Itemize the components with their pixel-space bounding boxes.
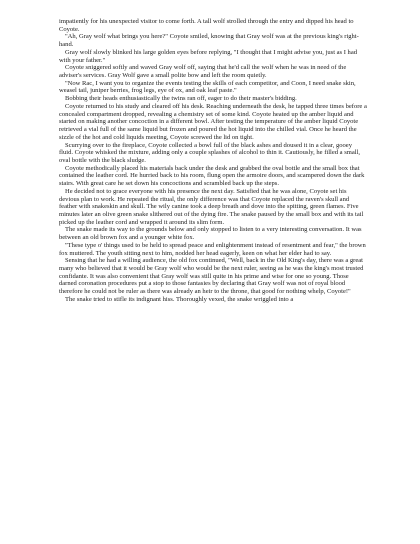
paragraph: Coyote sniggered softly and waved Gray wolf off, saying that he'd call the wolf when he was in need of the adviser's services. Gray Wolf gave a small polite bow and left the room quietly. [59,64,347,80]
paragraph: impatiently for his unexpected visitor to come forth. A tall wolf strolled through the entry and dipped his head to Coyote. [59,18,354,33]
paragraph: Bobbing their heads enthusiastically the twins ran off, eager to do their master's bidding. [65,95,297,103]
paragraph: The snake tried to stifle its indignant hiss. Thoroughly vexed, the snake wriggled into a [65,295,294,303]
paragraph: He decided not to grace everyone with his presence the next day. Satisfied that he was alone, Coyote set his devious plan to work. He repeated the ritual, the only difference was that Coyote replaced the raven's skull and feather with snakeskin and skull. The wily canine took a deep breath and dove into the spitting, green flames. Five minutes later an olive green snake slithered out of the dying fire. The snake paused by the small box and with its tail picked up the leather cord and wrapped it around its slim form. [59,187,364,226]
paragraph: Gray wolf slowly blinked his large golden eyes before replying, "I thought that I might advise you, just as I had with your father." [59,48,358,64]
paragraph: Coyote returned to his study and cleared off his desk. Reaching underneath the desk, he tapped three times before a concealed compartment dropped, revealing a chemistry set of some kind. Coyote heated up the amber liquid and started on making another concoction in a different bowl. After testing the temperature of the amber liquid Coyote retrieved a vial full of the same liquid but frozen and poured the hot liquid into the chilled vial. Once he heard the sizzle of the hot and cold liquids meeting, Coyote screwed the lid on tight. [59,102,367,141]
paragraph: Coyote methodically placed his materials back under the desk and grabbed the oval bottle and the small box that contained the leather cord. He hurried back to his room, flung open the armoire doors, and scampered down the dark stairs. With great care he set down his concoctions and scrambled back up the steps. [59,164,365,188]
body-text [59,18,367,304]
paragraph: The snake made its way to the grounds below and only stopped to listen to a very interesting conversation. It was between an old brown fox and a younger white fox. [59,226,362,242]
paragraph: "These type o' things used to be held to spread peace and enlightenment instead of resentment and fear," the brown fox muttered. The youth sitting next to him, nodded her head eagerly, keen on what her elder had to say. [59,241,366,257]
paragraph: "Now Rac, I want you to organize the events testing the skills of each competitor, and Coon, I need snake skin, weasel tail, juniper berries, frog legs, eye of ox, and oak leaf paste." [59,79,356,95]
paragraph: Scurrying over to the fireplace, Coyote collected a bowl full of the black ashes and doused it in a clear, gooey fluid. Coyote whisked the mixture, adding only a couple splashes of alcohol to thin it. Cautiously, he filled a small, oval bottle with the black sludge. [59,141,361,164]
paragraph: Sensing that he had a willing audience, the old fox continued, "Well, back in the Old King's day, there was a great many who believed that it would be Gray wolf who would be the next ruler, seeing as he was the king's most trusted confidante. It was also convenient that Gray wolf was still quite in his prime and wise for one so young. Those darned coronation procedures put a stop to those fantasies by declaring that Gray wolf was not of royal blood therefore he could not be ruler as there was already an heir to the throne, that good for nothing whelp, Coyote!" [59,257,364,296]
paragraph: "Ah, Gray wolf what brings you here?" Coyote smiled, knowing that Gray wolf was at the previous king's right-hand. [59,33,359,49]
